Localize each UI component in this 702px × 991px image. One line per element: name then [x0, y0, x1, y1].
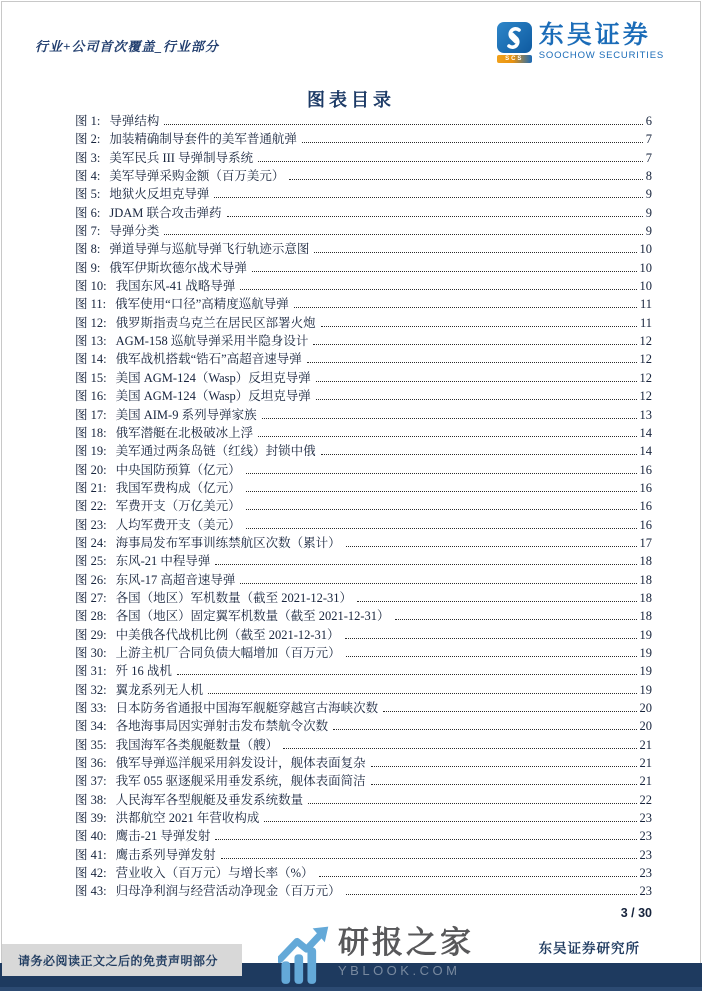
- figure-label: 图 29:: [75, 627, 107, 642]
- dot-leader: [346, 894, 637, 895]
- toc-entry: [75, 276, 652, 294]
- figure-label: 图 37:: [75, 774, 107, 789]
- dot-leader: [246, 528, 637, 529]
- figure-label: 图 33:: [75, 701, 107, 715]
- toc-entry: [75, 551, 652, 569]
- figure-page-number: 9: [645, 224, 652, 239]
- logo-badge: [497, 22, 532, 63]
- figure-page-number: 12: [639, 334, 652, 349]
- disclaimer-note: 请务必阅读正文之后的免责声明部分: [2, 944, 242, 976]
- figure-title: 我军 055 驱逐舰采用垂发系统，舰体表面简洁: [115, 774, 366, 789]
- toc-entry: [75, 441, 652, 459]
- toc-entry: [75, 808, 652, 826]
- toc-entry: [75, 771, 652, 789]
- toc-entry: [75, 588, 652, 606]
- dot-leader: [164, 124, 642, 125]
- dot-leader: [308, 803, 636, 804]
- figure-label: 图 5:: [75, 187, 101, 202]
- dot-leader: [289, 179, 642, 180]
- figure-title: 东风-21 中程导弹: [115, 554, 211, 569]
- toc-entry: [75, 258, 652, 276]
- figure-page-number: 14: [639, 425, 652, 440]
- figure-page-number: 7: [645, 150, 652, 165]
- figure-title: 美国 AGM-124（Wasp）反坦克导弹: [115, 389, 311, 404]
- figure-title: 日本防务省通报中国海军舰艇穿越宫古海峡次数: [115, 701, 379, 715]
- figure-page-number: 9: [645, 205, 652, 220]
- figure-page-number: 23: [639, 866, 652, 881]
- figure-title: 海事局发布军事训练禁航区次数（累计）: [115, 535, 341, 550]
- figure-title: 各国（地区）固定翼军机数量（截至 2021-12-31）: [115, 609, 390, 624]
- toc-entry: [75, 533, 652, 551]
- figure-title: 美国 AGM-124（Wasp）反坦克导弹: [115, 370, 311, 385]
- dot-leader: [314, 252, 636, 253]
- dot-leader: [321, 454, 637, 455]
- toc-entry: [75, 203, 652, 221]
- dot-leader: [307, 362, 637, 363]
- figure-title: 美军民兵 III 导弹制导系统: [109, 150, 254, 165]
- toc-entry: [75, 478, 652, 496]
- figure-title: 人民海军各型舰艇及垂发系统数量: [115, 792, 304, 807]
- toc-entry: [75, 496, 652, 514]
- figure-label: 图 18:: [75, 425, 107, 440]
- figure-page-number: 19: [639, 645, 652, 660]
- figure-label: 图 12:: [75, 315, 107, 330]
- logo-chinese-name: 东吴证券: [538, 21, 651, 49]
- figure-title: 美军通过两条岛链（红线）封锁中俄: [115, 444, 316, 459]
- toc-entry: [75, 148, 652, 166]
- figure-title: 歼 16 战机: [115, 664, 172, 679]
- toc-entry: [75, 826, 652, 844]
- figure-title: AGM-158 巡航导弹采用半隐身设计: [115, 334, 309, 349]
- figure-title: 美军导弹采购金额（百万美元）: [109, 169, 285, 184]
- figure-title: 上游主机厂合同负债大幅增加（百万元）: [115, 645, 341, 660]
- figure-label: 图 14:: [75, 352, 107, 367]
- dot-leader: [316, 381, 637, 382]
- dot-leader: [316, 399, 637, 400]
- dot-leader: [371, 784, 637, 785]
- dot-leader: [294, 307, 637, 308]
- watermark-name: 研报之家: [338, 925, 474, 960]
- figure-label: 图 21:: [75, 480, 107, 495]
- page-header: [35, 22, 664, 63]
- dot-leader: [321, 326, 637, 327]
- figure-title: 加装精确制导套件的美军普通航弹: [109, 132, 297, 147]
- figure-page-number: 20: [639, 719, 652, 734]
- figure-page-number: 18: [639, 590, 652, 605]
- figure-page-number: 19: [639, 682, 652, 697]
- figure-label: 图 42:: [75, 866, 107, 881]
- figure-page-number: 12: [639, 370, 652, 385]
- figure-page-number: 9: [645, 187, 652, 202]
- toc-entry: [75, 881, 652, 899]
- figure-title: 军费开支（万亿美元）: [115, 499, 241, 514]
- figure-page-number: 10: [639, 279, 652, 294]
- figure-title: 鹰击-21 导弹发射: [115, 829, 211, 844]
- figure-title: 我国军费构成（亿元）: [115, 480, 241, 495]
- figure-page-number: 14: [639, 444, 652, 459]
- figure-title: 地狱火反坦克导弹: [109, 187, 210, 202]
- figure-label: 图 40:: [75, 829, 107, 844]
- figure-title: JDAM 联合攻击弹药: [109, 205, 222, 220]
- figure-page-number: 10: [639, 242, 652, 257]
- figure-label: 图 36:: [75, 756, 107, 771]
- figure-title: 洪都航空 2021 年营收构成: [115, 811, 260, 826]
- figure-title: 各地海事局因实弹射击发布禁航令次数: [115, 719, 329, 734]
- figure-title: 鹰击系列导弹发射: [115, 847, 216, 862]
- figure-title: 人均军费开支（美元）: [115, 517, 241, 532]
- figure-label: 图 27:: [75, 590, 107, 605]
- figure-label: 图 24:: [75, 535, 107, 550]
- toc-entry: [75, 349, 652, 367]
- figure-label: 图 6:: [75, 205, 101, 220]
- figure-label: 图 17:: [75, 407, 107, 422]
- figure-page-number: 16: [639, 517, 652, 532]
- toc-entry: [75, 753, 652, 771]
- soochow-securities-logo: [497, 22, 664, 63]
- figure-label: 图 2:: [75, 132, 101, 147]
- figure-title: 中央国防预算（亿元）: [115, 462, 241, 477]
- figure-page-number: 23: [639, 847, 652, 862]
- dot-leader: [345, 638, 637, 639]
- figure-label: 图 9:: [75, 260, 101, 275]
- toc-entry: [75, 129, 652, 147]
- page-title: 图表目录: [307, 90, 395, 110]
- figure-title: 俄军伊斯坎德尔战术导弹: [109, 260, 247, 275]
- figure-page-number: 18: [639, 554, 652, 569]
- dot-leader: [283, 748, 636, 749]
- figure-title: 俄军潜艇在北极破冰上浮: [115, 425, 254, 440]
- figure-page-number: 16: [639, 480, 652, 495]
- dot-leader: [227, 216, 643, 217]
- figure-page-number: 18: [639, 609, 652, 624]
- toc-entry: [75, 386, 652, 404]
- figure-label: 图 31:: [75, 664, 107, 679]
- figure-title: 归母净利润与经营活动净现金（百万元）: [115, 884, 341, 899]
- toc-entry: [75, 331, 652, 349]
- toc-entry: [75, 166, 652, 184]
- dot-leader: [383, 711, 636, 712]
- figure-label: 图 11:: [75, 297, 107, 312]
- dot-leader: [246, 509, 637, 510]
- figure-title: 中美俄各代战机比例（截至 2021-12-31）: [115, 627, 340, 642]
- watermark-text: [338, 926, 474, 978]
- dot-leader: [246, 491, 637, 492]
- figure-page-number: 16: [639, 462, 652, 477]
- toc-entry: [75, 735, 652, 753]
- dot-leader: [357, 601, 636, 602]
- logo-english-name: SOOCHOW SECURITIES: [538, 50, 664, 61]
- toc-entry: [75, 716, 652, 734]
- toc-entry: [75, 111, 652, 129]
- figure-toc-list: [75, 111, 652, 900]
- dot-leader: [215, 839, 636, 840]
- figure-label: 图 35:: [75, 737, 107, 752]
- figure-label: 图 43:: [75, 884, 107, 899]
- figure-label: 图 38:: [75, 792, 107, 807]
- figure-label: 图 32:: [75, 682, 107, 697]
- figure-label: 图 7:: [75, 224, 101, 239]
- dot-leader: [371, 766, 637, 767]
- figure-label: 图 16:: [75, 389, 107, 404]
- toc-entry: [75, 606, 652, 624]
- dot-leader: [240, 289, 636, 290]
- toc-entry: [75, 405, 652, 423]
- dot-leader: [208, 693, 636, 694]
- dot-leader: [246, 473, 637, 474]
- figure-label: 图 26:: [75, 572, 107, 587]
- dot-leader: [252, 271, 637, 272]
- figure-page-number: 19: [639, 627, 652, 642]
- figure-page-number: 12: [639, 352, 652, 367]
- toc-entry: [75, 460, 652, 478]
- scs-letters: SCS: [497, 55, 532, 63]
- dot-leader: [346, 546, 637, 547]
- toc-entry: [75, 643, 652, 661]
- figure-title: 翼龙系列无人机: [115, 682, 204, 697]
- figure-title: 弹道导弹与巡航导弹飞行轨迹示意图: [109, 242, 310, 257]
- figure-page-number: 17: [639, 535, 652, 550]
- scs-monogram-icon: [497, 22, 532, 53]
- toc-entry: [75, 221, 652, 239]
- figure-page-number: 21: [639, 756, 652, 771]
- toc-entry: [75, 661, 652, 679]
- figure-title: 美国 AIM-9 系列导弹家族: [115, 407, 257, 422]
- figure-label: 图 13:: [75, 334, 107, 349]
- figure-title: 导弹结构: [109, 114, 160, 128]
- report-section-label: 行业+公司首次覆盖_行业部分: [35, 39, 219, 54]
- toc-entry: [75, 845, 652, 863]
- figure-label: 图 4:: [75, 169, 101, 184]
- figure-title: 俄军战机搭载“锆石”高超音速导弹: [115, 352, 302, 367]
- figure-page-number: 8: [645, 169, 652, 184]
- figure-title: 导弹分类: [109, 224, 160, 239]
- dot-leader: [346, 656, 637, 657]
- figure-label: 图 39:: [75, 811, 107, 826]
- figure-page-number: 23: [639, 811, 652, 826]
- dot-leader: [258, 161, 643, 162]
- watermark-site: YBLOOK.COM: [338, 963, 461, 978]
- figure-page-number: 22: [639, 792, 652, 807]
- toc-entry: [75, 625, 652, 643]
- figure-label: 图 3:: [75, 150, 101, 165]
- dot-leader: [258, 436, 636, 437]
- dot-leader: [313, 344, 636, 345]
- figure-label: 图 10:: [75, 279, 107, 294]
- figure-label: 图 23:: [75, 517, 107, 532]
- dot-leader: [240, 583, 636, 584]
- figure-title: 俄军导弹巡洋舰采用斜发设计，舰体表面复杂: [115, 756, 366, 771]
- logo-wordmark: [539, 22, 664, 61]
- toc-entry: [75, 368, 652, 386]
- figure-title: 我国海军各类舰艇数量（艘）: [115, 737, 279, 752]
- figure-page-number: 21: [639, 774, 652, 789]
- figure-label: 图 15:: [75, 370, 107, 385]
- figure-page-number: 21: [639, 737, 652, 752]
- figure-label: 图 8:: [75, 242, 101, 257]
- page-number: 3 / 30: [620, 906, 652, 920]
- dot-leader: [262, 418, 637, 419]
- dot-leader: [214, 197, 642, 198]
- figure-label: 图 25:: [75, 554, 107, 569]
- dot-leader: [164, 234, 642, 235]
- figure-label: 图 22:: [75, 499, 107, 514]
- dot-leader: [302, 142, 643, 143]
- figure-title: 东风-17 高超音速导弹: [115, 572, 236, 587]
- dot-leader: [221, 858, 637, 859]
- dot-leader: [215, 564, 636, 565]
- toc-entry: [75, 313, 652, 331]
- bar-chart-arrow-icon: [278, 926, 330, 988]
- figure-page-number: 7: [645, 132, 652, 147]
- toc-entry: [75, 294, 652, 312]
- figure-page-number: 12: [639, 389, 652, 404]
- dot-leader: [395, 619, 637, 620]
- figure-title: 营业收入（百万元）与增长率（%）: [115, 866, 314, 881]
- figure-title: 俄军使用“口径”高精度巡航导弹: [115, 297, 289, 312]
- figure-page-number: 11: [639, 297, 652, 312]
- figure-title: 各国（地区）军机数量（截至 2021-12-31）: [115, 590, 353, 605]
- figure-label: 图 20:: [75, 462, 107, 477]
- figure-page-number: 19: [639, 664, 652, 679]
- figure-label: 图 1:: [75, 114, 101, 128]
- figure-label: 图 28:: [75, 609, 107, 624]
- figure-page-number: 16: [639, 499, 652, 514]
- figure-label: 图 34:: [75, 719, 107, 734]
- dot-leader: [333, 729, 636, 730]
- figure-page-number: 11: [639, 315, 652, 330]
- dot-leader: [264, 821, 636, 822]
- toc-entry: [75, 570, 652, 588]
- figure-title: 俄罗斯指责乌克兰在居民区部署火炮: [115, 315, 316, 330]
- toc-entry: [75, 239, 652, 257]
- dot-leader: [319, 876, 637, 877]
- research-institute-label: 东吴证券研究所: [538, 941, 640, 956]
- figure-page-number: 10: [639, 260, 652, 275]
- toc-entry: [75, 863, 652, 881]
- figure-page-number: 18: [639, 572, 652, 587]
- figure-label: 图 41:: [75, 847, 107, 862]
- figure-page-number: 6: [645, 114, 652, 128]
- toc-entry: [75, 423, 652, 441]
- figure-page-number: 13: [639, 407, 652, 422]
- dot-leader: [177, 674, 637, 675]
- toc-entry: [75, 184, 652, 202]
- figure-page-number: 23: [639, 884, 652, 899]
- toc-entry: [75, 698, 652, 716]
- figure-label: 图 30:: [75, 645, 107, 660]
- toc-entry: [75, 515, 652, 533]
- toc-entry: [75, 790, 652, 808]
- watermark: [278, 926, 474, 988]
- toc-entry: [75, 680, 652, 698]
- figure-page-number: 23: [639, 829, 652, 844]
- figure-page-number: 20: [639, 701, 652, 715]
- figure-title: 我国东风-41 战略导弹: [115, 279, 236, 294]
- figure-label: 图 19:: [75, 444, 107, 459]
